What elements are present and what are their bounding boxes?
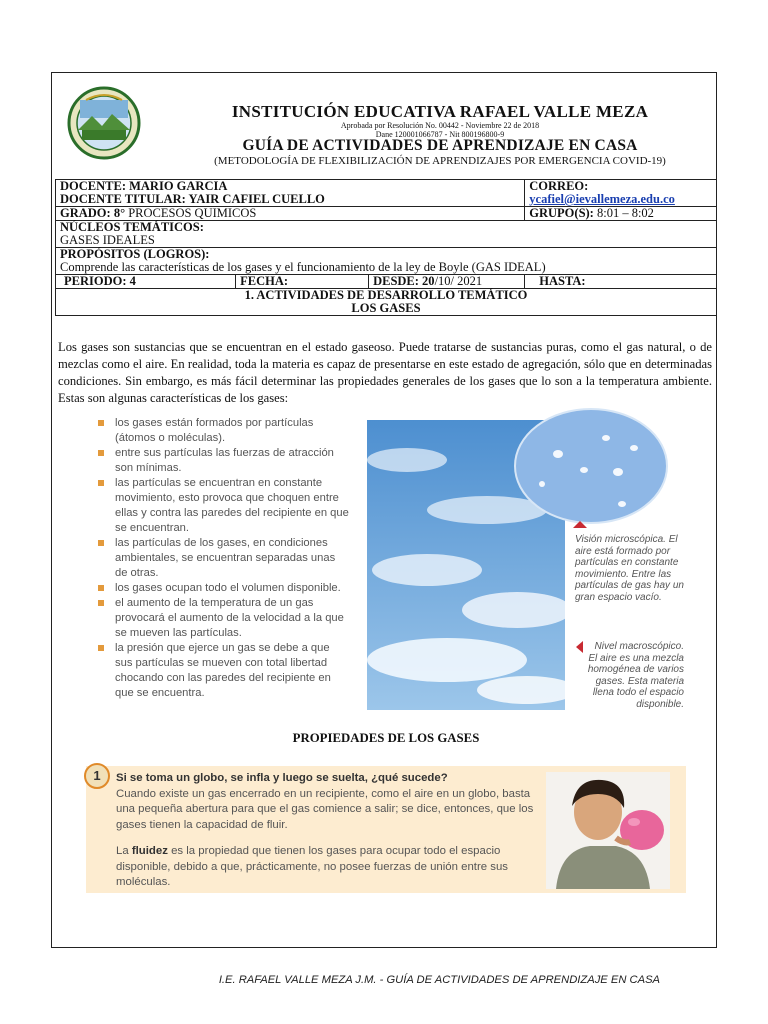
guide-title: GUÍA DE ACTIVIDADES DE APRENDIZAJE EN CASA — [242, 137, 638, 154]
school-logo — [66, 86, 142, 160]
periodo: PERIODO: 4 — [56, 275, 236, 289]
example-answer: Cuando existe un gas encerrado en un recipiente, como el aire en un globo, basta una pequeña abertura para que el gas comience a salir; se dice, entonces, que los gases tienen la capacidad de fluir. — [116, 787, 534, 831]
info-table — [55, 179, 717, 316]
micro-caption: Visión microscópica. El aire está formado por partículas en constante movimiento. Entre las partículas de gas hay un gran espacio vacío. — [575, 534, 684, 603]
grupo-value: 8:01 – 8:02 — [593, 206, 654, 220]
list-item: las partículas de los gases, en condiciones ambientales, se encuentran separadas unas de otras. — [98, 536, 350, 581]
list-item: el aumento de la temperatura de un gas provocará el aumento de la velocidad a la que se mueven las partículas. — [98, 596, 350, 641]
codes-line: Dane 120001066787 - Nit 800196800-9 — [375, 130, 505, 139]
fluidez-term: fluidez — [131, 845, 168, 857]
list-item: los gases están formados por partículas (átomos o moléculas). — [98, 416, 350, 446]
institution-name: INSTITUCIÓN EDUCATIVA RAFAEL VALLE MEZA — [231, 102, 649, 121]
fluidez-paragraph: La fluidez es la propiedad que tienen los gases para ocupar todo el espacio disponible, debido a que, prácticamente, no posee fuerzas de unión entre sus moléculas. — [116, 845, 508, 888]
nucleos-label: NÚCLEOS TEMÁTICOS: — [60, 220, 204, 234]
resolution-line: Aprobada por Resolución No. 00442 - Noviembre 22 de 2018 — [340, 121, 540, 130]
bullet-square-icon — [98, 480, 104, 486]
propositos-label: PROPÓSITOS (LOGROS): — [60, 247, 210, 261]
pointer-up-icon — [573, 521, 587, 528]
propositos-value: Comprende las características de los gases y el funcionamiento de la ley de Boyle (GAS IDEAL) — [60, 260, 546, 274]
bullet-square-icon — [98, 420, 104, 426]
bullet-square-icon — [98, 645, 104, 651]
hasta: HASTA: — [525, 275, 717, 289]
list-item: la presión que ejerce un gas se debe a que sus partículas se mueven con total libertad chocando con las paredes del recipiente en que se encuentra. — [98, 641, 350, 701]
characteristics-list — [98, 416, 350, 701]
docente: DOCENTE: MARIO GARCIA — [60, 179, 228, 193]
fecha: FECHA: — [236, 275, 369, 289]
bullet-square-icon — [98, 600, 104, 606]
properties-title: PROPIEDADES DE LOS GASES — [292, 731, 480, 745]
grado-value: PROCESOS QUIMICOS — [125, 206, 257, 220]
desde-label: DESDE: 20 — [373, 274, 435, 288]
bullet-square-icon — [98, 450, 104, 456]
bullet-square-icon — [98, 540, 104, 546]
correo-link[interactable]: ycafiel@ievallemeza.edu.co — [529, 192, 675, 206]
activities-title: 1. ACTIVIDADES DE DESARROLLO TEMÁTICO — [244, 288, 528, 302]
macro-caption: Nivel macroscópico. El aire es una mezcla homogénea de varios gases. Esta materia llena todo el espacio disponible. — [587, 641, 684, 710]
intro-paragraph: Los gases son sustancias que se encuentran en el estado gaseoso. Puede tratarse de sustancias puras, como el gas natural, o de mezclas como el aire. En realidad, toda la materia es capaz de presentarse en este estado de agregación, sólo que en determinadas condiciones. Sin embargo, es más fácil determinar las propiedades generales de los gases que lo son a la temperatura ambiente. Estas son algunas características de los gases: — [58, 340, 712, 405]
example-question: Si se toma un globo, se infla y luego se suelta, ¿qué sucede? — [116, 772, 448, 784]
correo-label: CORREO: — [529, 179, 589, 193]
balloon-photo — [546, 772, 670, 889]
desde-value: /10/ 2021 — [434, 274, 483, 288]
methodology-line: (METODOLOGÍA DE FLEXIBILIZACIÓN DE APRENDIZAJES POR EMERGENCIA COVID-19) — [214, 155, 666, 167]
list-item: entre sus partículas las fuerzas de atracción son mínimas. — [98, 446, 350, 476]
pointer-left-icon — [576, 641, 583, 653]
page-footer: I.E. RAFAEL VALLE MEZA J.M. - GUÍA DE ACTIVIDADES DE APRENDIZAJE EN CASA — [218, 974, 660, 986]
bullet-square-icon — [98, 585, 104, 591]
example-text — [116, 771, 536, 891]
nucleos-value: GASES IDEALES — [60, 233, 155, 247]
grado-label: GRADO: 8° — [60, 206, 126, 220]
docente-titular: DOCENTE TITULAR: YAIR CAFIEL CUELLO — [60, 192, 325, 206]
list-item: las partículas se encuentran en constante movimiento, esto provoca que choquen entre ellas y contra las paredes del recipiente en que se encuentran. — [98, 476, 350, 536]
grupo-label: GRUPO(S): — [529, 206, 594, 220]
microscopic-view-circle — [514, 408, 668, 524]
section-title: LOS GASES — [351, 301, 421, 315]
list-item: los gases ocupan todo el volumen disponible. — [98, 581, 350, 596]
item-number-badge: 1 — [84, 763, 110, 789]
